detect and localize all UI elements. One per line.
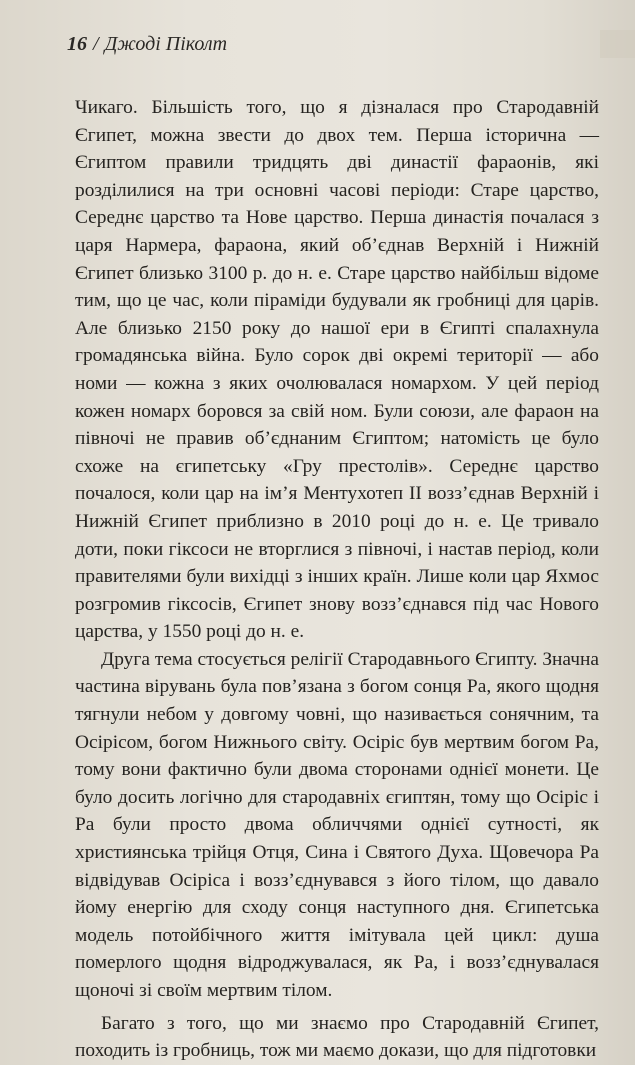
- page-edge-shadow: [600, 30, 635, 58]
- paragraph-3: Багато з того, що ми знаємо про Стародавній Єгипет, походить із гробниць, тож ми маємо докази, що для підготовки: [75, 1012, 599, 1062]
- paragraph-1: Чикаго. Більшість того, що я дізналася про Стародавній Єгипет, можна звести до двох тем. Перша історична — Єгиптом правили тридцять дві династії фараонів, які розділилися на три основні часові періоди: Старе царство, Середнє царство та Нове царство. Перша династія почалася з царя Нармера, фараона, який об’єднав Верхній і Нижній Єгипет близько 3100 р. до н. е. Старе царство найбільш відоме тим, що це час, коли піраміди будували як гробниці для царів. Але близько 2150 року до нашої ери в Єгипті спалахнула громадянська війна. Було сорок дві окремі території — або номи — кожна з яких очолювалася номархом. У цей період кожен номарх боровся за свій ном. Були союзи, але фараон на півночі не правив об’єднаним Єгиптом; натомість це було схоже на єгипетську «Гру престолів». Середнє царство почалося, коли цар на ім’я Ментухотеп II возз’єднав Верхній і Нижній Єгипет приблизно в 2010 році до н. е. Це тривало доти, поки гіксоси не вторглися з півночі, і настав період, коли правителями були вихідці з інших країн. Лише коли цар Яхмос розгромив гіксосів, Єгипет знову возз’єднався під час Нового царства, у 1550 році до н. е.: [75, 97, 599, 643]
- paragraph-2: Друга тема стосується релігії Стародавнього Єгипту. Значна частина вірувань була пов’язана з богом сонця Ра, якого щодня тягнули небом у довгому човні, що називається сонячним, та Осірісом, богом Нижнього світу. Осіріс був мертвим богом Ра, тому вони фактично були двома сторонами однієї монети. Це було досить логічно для стародавніх єгиптян, тому що Осіріс і Ра були просто двома обличчями однієї сутності, як християнська трійця Отця, Сина і Святого Духа. Щовечора Ра відвідував Осіріса і возз’єднувався з його тілом, що давало йому енергію для сходу сонця наступного дня. Єгипетська модель потойбічного життя імітувала цей цикл: душа померлого щодня відроджувалася, як Ра, і возз’єднувалася щоночі зі своїм мертвим тілом.: [75, 648, 599, 1001]
- running-head: [67, 33, 227, 56]
- header-separator: /: [93, 33, 99, 55]
- author-name: Джоді Піколт: [104, 33, 228, 55]
- body-text: [75, 94, 599, 1065]
- page-number: 16: [67, 33, 87, 55]
